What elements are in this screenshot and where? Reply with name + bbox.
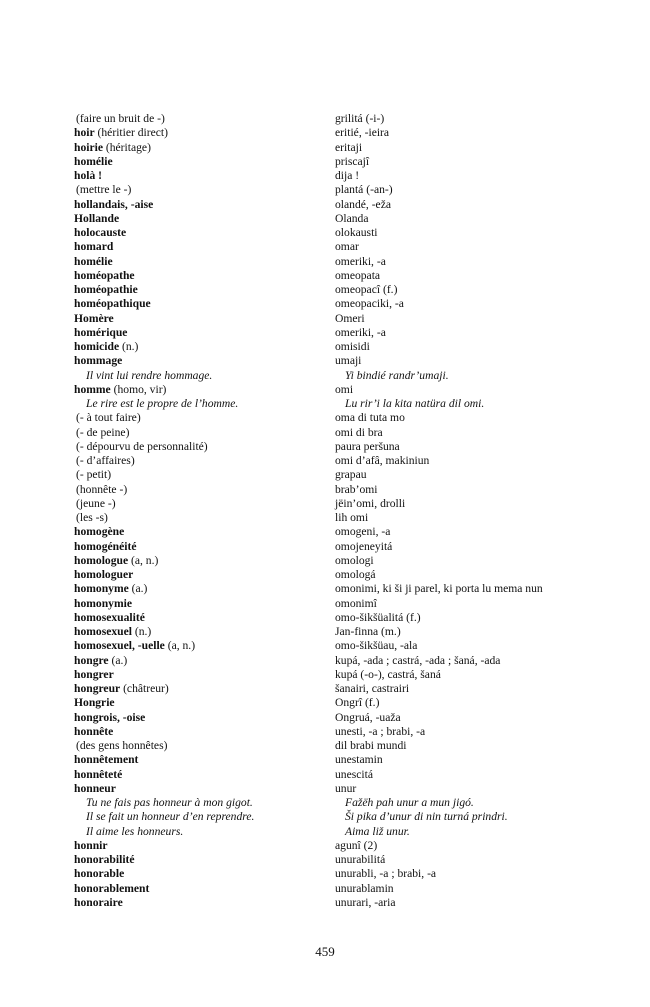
entry-row <box>0 782 650 796</box>
grammar-note: (héritage) <box>102 140 151 154</box>
entry-row <box>0 255 650 269</box>
french-term <box>76 440 331 454</box>
french-term <box>76 426 331 440</box>
entry-row <box>0 896 650 910</box>
translation: brab’omi <box>335 482 378 496</box>
headword: homosexuel, -uelle <box>74 639 165 653</box>
entry-row <box>0 882 650 896</box>
translation: grapau <box>335 468 367 482</box>
entry-row <box>0 326 650 340</box>
headword: hongrer <box>74 667 114 681</box>
entry-row <box>0 169 650 183</box>
french-term <box>74 240 329 254</box>
headword: homérique <box>74 325 128 339</box>
entry-row <box>0 853 650 867</box>
french-term <box>76 411 331 425</box>
translation: Ongrî (f.) <box>335 696 380 710</box>
headword: hongrois, -oise <box>74 710 146 724</box>
french-term <box>74 753 329 767</box>
grammar-note: (châtreur) <box>120 682 169 695</box>
translation: omeopaciki, -a <box>335 297 404 311</box>
french-term <box>74 126 329 140</box>
grammar-note: (héritier direct) <box>94 126 169 140</box>
example-sentence: Il vint lui rendre hommage. <box>86 368 213 382</box>
french-term <box>76 468 331 482</box>
grammar-note: (des gens honnêtes) <box>76 739 168 752</box>
entry-row <box>0 354 650 368</box>
entry-row <box>0 597 650 611</box>
french-term <box>74 696 329 710</box>
translation: omeopacî (f.) <box>335 283 398 296</box>
headword: honorabilité <box>74 853 135 866</box>
headword: hongreur <box>74 682 121 695</box>
french-term <box>74 839 329 853</box>
french-term <box>74 169 329 183</box>
headword: homélie <box>74 254 113 268</box>
entry-row <box>0 240 650 254</box>
headword: homéopathique <box>74 297 151 311</box>
grammar-note: (a.) <box>108 653 128 667</box>
french-term <box>74 896 329 910</box>
entry-row <box>0 411 650 425</box>
translation: unestamin <box>335 753 383 767</box>
entry-row <box>0 639 650 653</box>
entry-row <box>0 212 650 226</box>
french-term <box>74 269 329 283</box>
grammar-note: (- petit) <box>76 468 112 482</box>
headword: holà ! <box>74 169 103 182</box>
grammar-note: (a.) <box>128 582 148 596</box>
headword: homme <box>74 382 111 396</box>
french-term <box>86 397 341 411</box>
headword: hommage <box>74 354 123 368</box>
headword: homogène <box>74 525 125 539</box>
headword: homosexualité <box>74 610 145 624</box>
grammar-note: (n.) <box>131 625 152 638</box>
french-term <box>74 668 329 682</box>
example-sentence: Il aime les honneurs. <box>86 824 184 838</box>
french-term <box>74 155 329 169</box>
headword: homologuer <box>74 568 134 581</box>
grammar-note: (n.) <box>119 340 139 353</box>
translation: omeriki, -a <box>335 254 386 268</box>
translation: jëin’omi, drolli <box>335 496 406 510</box>
entry-row <box>0 625 650 639</box>
translation: omojeneyitá <box>335 539 393 553</box>
french-term <box>74 853 329 867</box>
french-term <box>74 682 329 696</box>
grammar-note: (les -s) <box>76 511 108 524</box>
translation: omeopata <box>335 268 381 282</box>
entry-row <box>0 525 650 539</box>
french-term <box>74 198 329 212</box>
entry-row <box>0 283 650 297</box>
french-term <box>74 525 329 539</box>
headword: hoir <box>74 126 95 140</box>
french-term <box>74 212 329 226</box>
page-number: 459 <box>315 944 335 959</box>
translation: unurabilitá <box>335 853 386 866</box>
headword: homicide <box>74 340 120 353</box>
entry-row <box>0 668 650 682</box>
translation: kupá, -ada ; castrá, -ada ; šaná, -ada <box>335 653 501 667</box>
translation: omi d’afâ, makiniun <box>335 454 430 467</box>
example-translation: Lu rir’i la kita natüra dil omi. <box>345 397 485 410</box>
entry-row <box>0 682 650 696</box>
translation: omonimî <box>335 596 377 610</box>
grammar-note: (a, n.) <box>164 639 196 653</box>
translation: Ongruá, -uaža <box>335 710 401 724</box>
translation: Jan-finna (m.) <box>335 625 401 638</box>
entry-row <box>0 725 650 739</box>
translation: Olanda <box>335 211 369 225</box>
grammar-note: (jeune -) <box>76 496 116 510</box>
entry-row <box>0 312 650 326</box>
french-term <box>76 483 331 497</box>
translation: grilitá (-i-) <box>335 112 385 125</box>
entry-row <box>0 383 650 397</box>
headword: Homère <box>74 311 114 325</box>
headword: honnêteté <box>74 767 123 781</box>
french-term <box>74 141 329 155</box>
french-term <box>74 582 329 596</box>
translation: omo-šikšüau, -ala <box>335 639 418 653</box>
grammar-note: (- d’affaires) <box>76 454 135 467</box>
grammar-note: (homo, vir) <box>110 382 167 396</box>
entry-row <box>0 155 650 169</box>
entry-row <box>0 183 650 197</box>
french-term <box>74 625 329 639</box>
translation: omeriki, -a <box>335 325 386 339</box>
french-term <box>76 497 331 511</box>
translation: umaji <box>335 354 362 368</box>
translation: eritié, -ieira <box>335 126 390 140</box>
example-row <box>0 397 650 411</box>
translation: priscajî <box>335 154 370 168</box>
french-term <box>76 183 331 197</box>
entry-row <box>0 611 650 625</box>
french-term <box>74 340 329 354</box>
entry-row <box>0 739 650 753</box>
headword: honnêtement <box>74 753 139 767</box>
translation: unurablamin <box>335 881 394 895</box>
example-translation: Aima liž unur. <box>345 824 410 838</box>
entry-row <box>0 654 650 668</box>
entry-row <box>0 340 650 354</box>
french-term <box>74 782 329 796</box>
translation: omo-šikšüalitá (f.) <box>335 610 421 624</box>
entry-row <box>0 568 650 582</box>
entry-row <box>0 768 650 782</box>
french-term <box>74 554 329 568</box>
translation: paura peršuna <box>335 439 400 453</box>
example-sentence: Le rire est le propre de l’homme. <box>86 397 239 410</box>
grammar-note: (- de peine) <box>76 425 130 439</box>
example-row <box>0 369 650 383</box>
headword: honneur <box>74 781 116 795</box>
entry-row <box>0 554 650 568</box>
headword: homéopathie <box>74 283 138 296</box>
translation: omi <box>335 382 354 396</box>
entry-row <box>0 867 650 881</box>
headword: Hongrie <box>74 696 115 710</box>
entry-row <box>0 753 650 767</box>
translation: dil brabi mundi <box>335 739 407 752</box>
entry-row <box>0 440 650 454</box>
translation: lih omi <box>335 511 369 524</box>
translation: unurari, -aria <box>335 895 396 909</box>
headword: Hollande <box>74 211 120 225</box>
french-term <box>86 796 341 810</box>
entry-row <box>0 582 650 596</box>
french-term <box>74 255 329 269</box>
french-term <box>74 654 329 668</box>
french-term <box>74 283 329 297</box>
entry-row <box>0 483 650 497</box>
headword: holocauste <box>74 226 127 239</box>
entry-row <box>0 454 650 468</box>
french-term <box>74 568 329 582</box>
french-term <box>74 297 329 311</box>
translation: oma di tuta mo <box>335 411 405 425</box>
headword: homonyme <box>74 582 129 596</box>
entry-row <box>0 511 650 525</box>
french-term <box>76 511 331 525</box>
translation: omisidi <box>335 340 370 353</box>
translation: unesti, -a ; brabi, -a <box>335 724 426 738</box>
example-translation: Fažëh pah unur a mun jigó. <box>345 796 474 809</box>
headword: honorablement <box>74 881 150 895</box>
grammar-note: (mettre le -) <box>76 183 132 197</box>
entry-row <box>0 226 650 240</box>
french-term <box>74 226 329 240</box>
headword: hongre <box>74 653 109 667</box>
french-term <box>74 711 329 725</box>
headword: hoirie <box>74 140 103 154</box>
translation: unurabli, -a ; brabi, -a <box>335 867 437 881</box>
headword: homologue <box>74 553 129 567</box>
french-term <box>74 882 329 896</box>
example-sentence: Il se fait un honneur d’en reprendre. <box>86 810 255 824</box>
entry-row <box>0 297 650 311</box>
translation: eritaji <box>335 140 363 154</box>
translation: omonimi, ki ši ji parel, ki porta lu mema nun <box>335 582 543 596</box>
french-term <box>74 540 329 554</box>
french-term <box>74 383 329 397</box>
grammar-note: (honnête -) <box>76 482 128 496</box>
entry-row <box>0 198 650 212</box>
french-term <box>74 312 329 326</box>
translation: kupá (-o-), castrá, šaná <box>335 667 441 681</box>
grammar-note: (faire un bruit de -) <box>76 112 165 125</box>
translation: unur <box>335 781 357 795</box>
entry-row <box>0 497 650 511</box>
french-term <box>76 739 331 753</box>
headword: honorable <box>74 867 125 881</box>
translation: dija ! <box>335 169 360 182</box>
headword: hollandais, -aise <box>74 197 154 211</box>
translation: šanairi, castrairi <box>335 682 410 695</box>
headword: honnête <box>74 724 114 738</box>
headword: homosexuel <box>74 625 132 638</box>
entry-row <box>0 112 650 126</box>
headword: honnir <box>74 838 108 852</box>
headword: homélie <box>74 154 113 168</box>
headword: homonymie <box>74 596 132 610</box>
headword: honoraire <box>74 895 123 909</box>
french-term <box>74 639 329 653</box>
entry-row <box>0 711 650 725</box>
french-term <box>74 768 329 782</box>
example-row <box>0 825 650 839</box>
entry-row <box>0 540 650 554</box>
example-row <box>0 796 650 810</box>
translation: omi di bra <box>335 425 383 439</box>
translation: olokausti <box>335 226 378 239</box>
french-term <box>74 354 329 368</box>
translation: omogeni, -a <box>335 525 391 539</box>
example-translation: Ši pika d’unur di nin turná prindri. <box>345 810 508 824</box>
french-term <box>74 326 329 340</box>
entry-row <box>0 141 650 155</box>
translation: omologi <box>335 553 374 567</box>
entry-row <box>0 426 650 440</box>
french-term <box>86 369 341 383</box>
example-row <box>0 810 650 824</box>
example-sentence: Tu ne fais pas honneur à mon gigot. <box>86 796 253 809</box>
headword: homéopathe <box>74 268 135 282</box>
entry-row <box>0 696 650 710</box>
grammar-note: (a, n.) <box>128 553 159 567</box>
translation: olandé, -eža <box>335 197 391 211</box>
french-term <box>74 597 329 611</box>
french-term <box>74 867 329 881</box>
french-term <box>86 825 341 839</box>
french-term <box>74 611 329 625</box>
translation: agunî (2) <box>335 838 378 852</box>
french-term <box>76 454 331 468</box>
translation: omologá <box>335 568 376 581</box>
translation: omar <box>335 240 359 254</box>
entry-row <box>0 468 650 482</box>
example-translation: Yi bindié randr’umaji. <box>345 368 449 382</box>
grammar-note: (- à tout faire) <box>76 411 141 425</box>
french-term <box>86 810 341 824</box>
entry-row <box>0 269 650 283</box>
headword: homard <box>74 240 114 254</box>
entry-row <box>0 839 650 853</box>
french-term <box>74 725 329 739</box>
entry-row <box>0 126 650 140</box>
translation: Omeri <box>335 311 365 325</box>
translation: unescitá <box>335 767 373 781</box>
translation: plantá (-an-) <box>335 183 393 197</box>
french-term <box>76 112 331 126</box>
grammar-note: (- dépourvu de personnalité) <box>76 439 208 453</box>
headword: homogénéité <box>74 539 137 553</box>
